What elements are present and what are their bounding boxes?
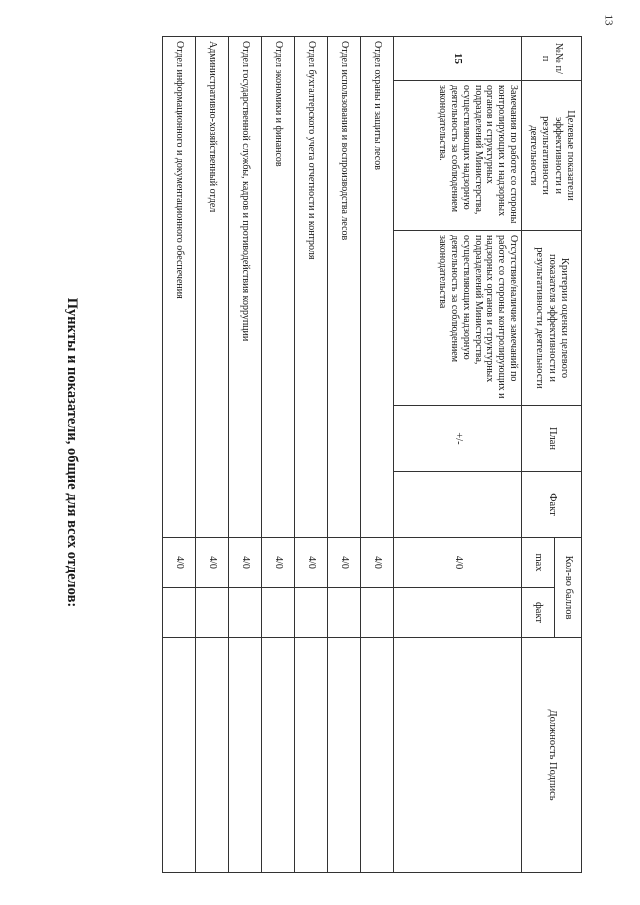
- department-row: [262, 37, 295, 873]
- department-row: [229, 37, 262, 873]
- department-position: [295, 638, 328, 873]
- header-num: №№ п/п: [522, 37, 582, 81]
- department-position: [328, 638, 361, 873]
- department-score-fact: [295, 588, 328, 638]
- department-score-fact: [328, 588, 361, 638]
- department-name: Отдел охраны и защиты лесов: [361, 37, 394, 538]
- header-position: Должность Подпись: [522, 638, 582, 873]
- page-number: 13: [602, 14, 615, 26]
- department-max: 4/0: [163, 538, 196, 588]
- header-target: Целевые показатели эффективности и результативности деятельности: [522, 81, 582, 231]
- page-title: Пункты и показатели, общие для всех отделов:: [64, 297, 80, 608]
- table-row: [394, 37, 522, 873]
- department-row: [328, 37, 361, 873]
- department-name: Административно-хозяйственный отдел: [196, 37, 229, 538]
- row-position: [394, 638, 522, 873]
- department-rows: [163, 37, 394, 873]
- row-number: 15: [394, 37, 522, 81]
- department-name: Отдел бухгалтерского учета отчетности и контроля: [295, 37, 328, 538]
- row-target: Замечания по работе со стороны контролирующих и надзорных органов и структурных подразделений Министерства, осуществляющих надзорную деятельность за соблюдением законодательства.: [394, 81, 522, 231]
- department-position: [361, 638, 394, 873]
- department-position: [229, 638, 262, 873]
- department-position: [196, 638, 229, 873]
- department-max: 4/0: [295, 538, 328, 588]
- row-max: 4/0: [394, 538, 522, 588]
- row-criteria: Отсутствие/наличие замечаний по работе со стороны контролирующих и надзорных органов и структурных подразделений Министерства, осуществляющих надзорную деятельность за соблюдением законодательства: [394, 231, 522, 406]
- department-name: Отдел государственной службы, кадров и противодействия коррупции: [229, 37, 262, 538]
- department-name: Отдел использования и воспроизводства лесов: [328, 37, 361, 538]
- department-name: Отдел информационного и документационного обеспечения: [163, 37, 196, 538]
- department-name: Отдел экономики и финансов: [262, 37, 295, 538]
- department-max: 4/0: [229, 538, 262, 588]
- department-row: [295, 37, 328, 873]
- department-max: 4/0: [262, 538, 295, 588]
- header-row: [555, 37, 582, 873]
- department-score-fact: [361, 588, 394, 638]
- department-max: 4/0: [328, 538, 361, 588]
- department-row: [163, 37, 196, 873]
- department-row: [361, 37, 394, 873]
- department-score-fact: [229, 588, 262, 638]
- header-criteria: Критерии оценки целевого показателя эффективности и результативности деятельности: [522, 231, 582, 406]
- row-score-fact: [394, 588, 522, 638]
- header-plan: План: [522, 406, 582, 472]
- department-max: 4/0: [196, 538, 229, 588]
- department-max: 4/0: [361, 538, 394, 588]
- header-score: Кол-во баллов: [555, 538, 582, 638]
- header-score-fact: факт: [522, 588, 555, 638]
- department-score-fact: [163, 588, 196, 638]
- department-position: [163, 638, 196, 873]
- kpi-table: [162, 36, 582, 873]
- department-position: [262, 638, 295, 873]
- header-score-max: max: [522, 538, 555, 588]
- department-row: [196, 37, 229, 873]
- department-score-fact: [196, 588, 229, 638]
- row-fact: [394, 472, 522, 538]
- row-plan: +/-: [394, 406, 522, 472]
- department-score-fact: [262, 588, 295, 638]
- header-fact: Факт: [522, 472, 582, 538]
